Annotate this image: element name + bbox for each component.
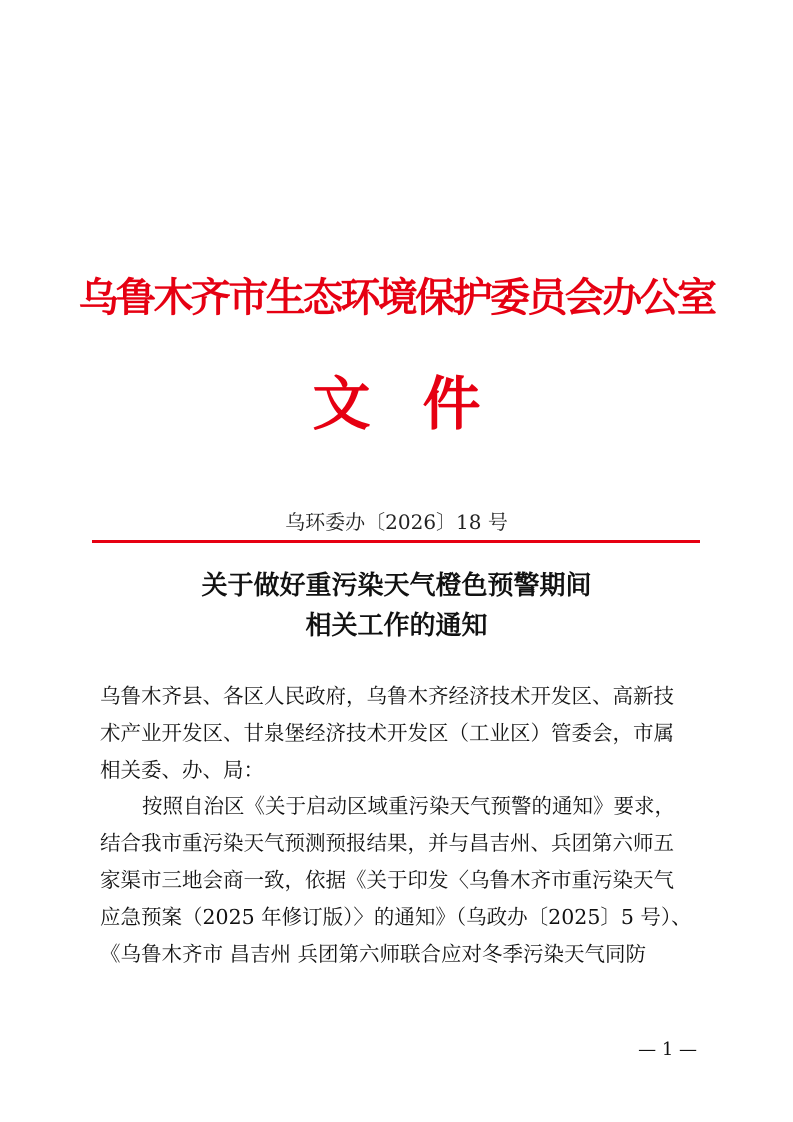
body-line-paragraph: 应急预案（2025 年修订版）〉的通知》（乌政办〔2025〕5 号）、 <box>100 904 692 929</box>
body-line-paragraph: 《乌鲁木齐市 昌吉州 兵团第六师联合应对冬季污染天气同防 <box>100 941 647 966</box>
body-line-addressee-2: 术产业开发区、甘泉堡经济技术开发区（工业区）管委会，市属 <box>100 720 674 745</box>
body-line-addressee-1: 乌鲁木齐县、各区人民政府，乌鲁木齐经济技术开发区、高新技 <box>100 684 674 708</box>
red-separator-line <box>92 540 700 543</box>
body-line-paragraph: 家渠市三地会商一致，依据《关于印发〈乌鲁木齐市重污染天气 <box>100 867 674 892</box>
document-title-line-2: 相关工作的通知 <box>305 611 488 641</box>
body-line-paragraph-start: 按照自治区《关于启动区域重污染天气预警的通知》要求， <box>142 794 675 819</box>
document-title <box>0 566 793 646</box>
page-number: — 1 — <box>638 1039 697 1060</box>
document-title-line-1: 关于做好重污染天气橙色预警期间 <box>201 571 592 601</box>
document-type-label: 文件 <box>312 370 533 438</box>
document-body <box>100 678 700 972</box>
body-line-addressee-3: 相关委、办、局： <box>100 757 264 782</box>
body-line-paragraph: 结合我市重污染天气预测预报结果，并与昌吉州、兵团第六师五 <box>100 831 674 856</box>
issuing-organization-header: 乌鲁木齐市生态环境保护委员会办公室 <box>78 275 715 321</box>
document-number: 乌环委办〔2026〕18 号 <box>285 510 508 534</box>
